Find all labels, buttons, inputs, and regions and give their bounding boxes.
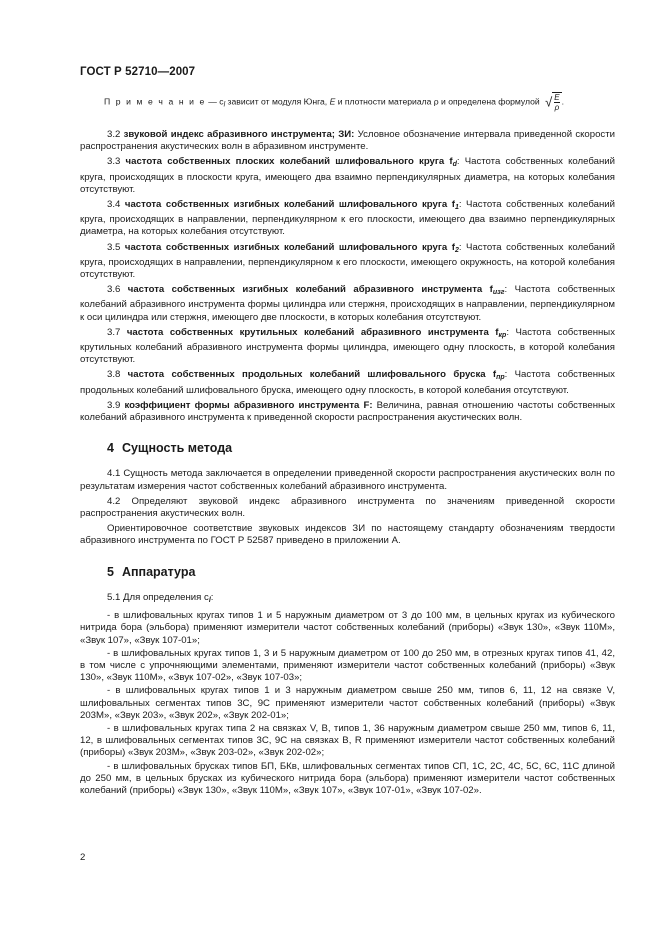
note-label: П р и м е ч а н и е <box>104 96 206 107</box>
list-item: - в шлифовальных брусках типов БП, БКв, шлифовальных сегментах типов СП, 1С, 2С, 4С, 5С, 6С, 11С длиной до 250 мм, в цельных брусках из кубического нитрида бора (эльбора) применяют измерители частот собственных колебаний (приборы) «Звук 130», «Звук 110М», «Звук 107», «Звук 107-01», «Звук 107-02». <box>80 760 615 796</box>
document-header: ГОСТ Р 52710—2007 <box>80 66 196 78</box>
term: коэффициент формы абразивного инструмента F: <box>124 399 373 411</box>
definition-item: 3.6 частота собственных изгибных колебаний абразивного инструмента $f_{изг}$: Частота собственных колебаний абразивного инструмента формы цилиндра или стержня, происходящих в направлении, перпендикулярном к оси цилиндра или стержня, имеющего две плоскости, в которых колебания отсутствуют. <box>80 284 615 323</box>
document-body <box>80 129 615 798</box>
sqrt-formula: √ $\frac{E}{\rho}$ <box>545 93 560 112</box>
section-5-heading: 5 Аппаратура <box>107 564 196 579</box>
term: частота собственных крутильных колебаний абразивного инструмента f <box>126 326 499 338</box>
definition-item: 3.9 коэффициент формы абразивного инструмента F: Величина, равная отношению частоты собственных колебаний абразивного инструмента к приведенной скорости распространения акустических волн. <box>80 399 615 424</box>
definition-item: 3.7 частота собственных крутильных колебаний абразивного инструмента $f_{кр}$: Частота собственных крутильных колебаний абразивного инструмента формы цилиндра, имеющего одну плоскость, в которой колебания отсутствуют. <box>80 326 615 366</box>
term: звуковой индекс абразивного инструмента; ЗИ: <box>123 129 355 140</box>
term: частота собственных изгибных колебаний абразивного инструмента f <box>127 284 493 296</box>
list-item: - в шлифовальных кругах типов 1 и 5 наружным диаметром от 3 до 100 мм, в цельных кругах из кубического нитрида бора (эльбора) применяют измерители частот собственных колебаний (приборы) «Звук 130», «Звук 110М», «Звук 107», «Звук 107-01»; <box>80 610 615 646</box>
paragraph: 4.1 Сущность метода заключается в определении приведенной скорости распространения акустических волн по результатам измерения частот собственных колебаний абразивного инструмента. <box>80 468 615 492</box>
note: П р и м е ч а н и е — $c_l$ зависит от модуля Юнга, E и плотности материала ρ и определена формулой √ $\frac{E}{\rho}$. <box>104 93 564 112</box>
definition-item: 3.8 частота собственных продольных колебаний шлифовального бруска $f_{пр}$: Частота собственных продольных колебаний шлифовального бруска, имеющего одну плоскость, в которой колебания отсутствуют. <box>80 369 615 396</box>
term: частота собственных изгибных колебаний шлифовального круга f <box>124 199 455 211</box>
section-4-heading: 4 Сущность метода <box>107 441 233 456</box>
term: частота собственных изгибных колебаний шлифовального круга f <box>124 241 455 253</box>
list-item: - в шлифовальных кругах типов 1 и 3 наружным диаметром свыше 250 мм, типов 6, 11, 12 на связке V, шлифовальных сегментах типов 3С, 9С применяют измерители частот собственных колебаний (приборы) «Звук 203М», «Звук 203», «Звук 202», «Звук 202-01»; <box>80 685 615 721</box>
paragraph: 5.1 Для определения $c_l$: <box>107 591 214 604</box>
list-item: - в шлифовальных кругах типов 1, 3 и 5 наружным диаметром от 100 до 250 мм, в отрезных кругах типов 41, 42, в том числе с упрочняющими элементами, применяют измерители частот собственных колебаний (приборы) «Звук 130», «Звук 110М», «Звук 107-02», «Звук 107-03»; <box>80 647 615 684</box>
definition-item: 3.5 частота собственных изгибных колебаний шлифовального круга $f_2$: Частота собственных колебаний круга, происходящих в направлении, перпендикулярном к его плоскости, имеющего окружность, на которой колебания отсутствуют. <box>80 241 615 281</box>
paragraph: Ориентировочное соответствие звуковых индексов ЗИ по настоящему стандарту обозначениям твердости абразивного инструмента по ГОСТ Р 52587 приведено в приложении А. <box>80 523 615 547</box>
page-number: 2 <box>80 852 86 863</box>
list-item: - в шлифовальных кругах типа 2 на связках V, B, типов 1, 36 наружным диаметром свыше 250 мм, типов 6, 11, 12, в шлифовальных сегментах типов 3С, 9С на связках B, R применяют измерители частот собственных колебаний (приборы) «Звук 203М», «Звук 203-02», «Звук 202-02»; <box>80 722 615 759</box>
definition-item: 3.4 частота собственных изгибных колебаний шлифовального круга $f_1$: Частота собственных колебаний круга, происходящих в направлении, перпендикулярном к его плоскости, имеющего два взаимно перпендикулярных диаметра, на которых колебания отсутствуют. <box>80 199 615 238</box>
definition-item: 3.2 звуковой индекс абразивного инструмента; ЗИ: Условное обозначение интервала приведенной скорости распространения акустических волн в абразивном инструменте. <box>80 129 615 153</box>
term: частота собственных плоских колебаний шлифовального круга f <box>125 156 453 168</box>
paragraph: 4.2 Определяют звуковой индекс абразивного инструмента по значениям приведенной скорости распространения акустических волн. <box>80 495 615 520</box>
term: частота собственных продольных колебаний шлифовального бруска f <box>127 369 497 381</box>
definition-item: 3.3 частота собственных плоских колебаний шлифовального круга $f_d$: Частота собственных колебаний круга, происходящих в плоскости круга, имеющего два взаимно перпендикулярных диаметра, на которых колебания отсутствуют. <box>80 156 615 195</box>
